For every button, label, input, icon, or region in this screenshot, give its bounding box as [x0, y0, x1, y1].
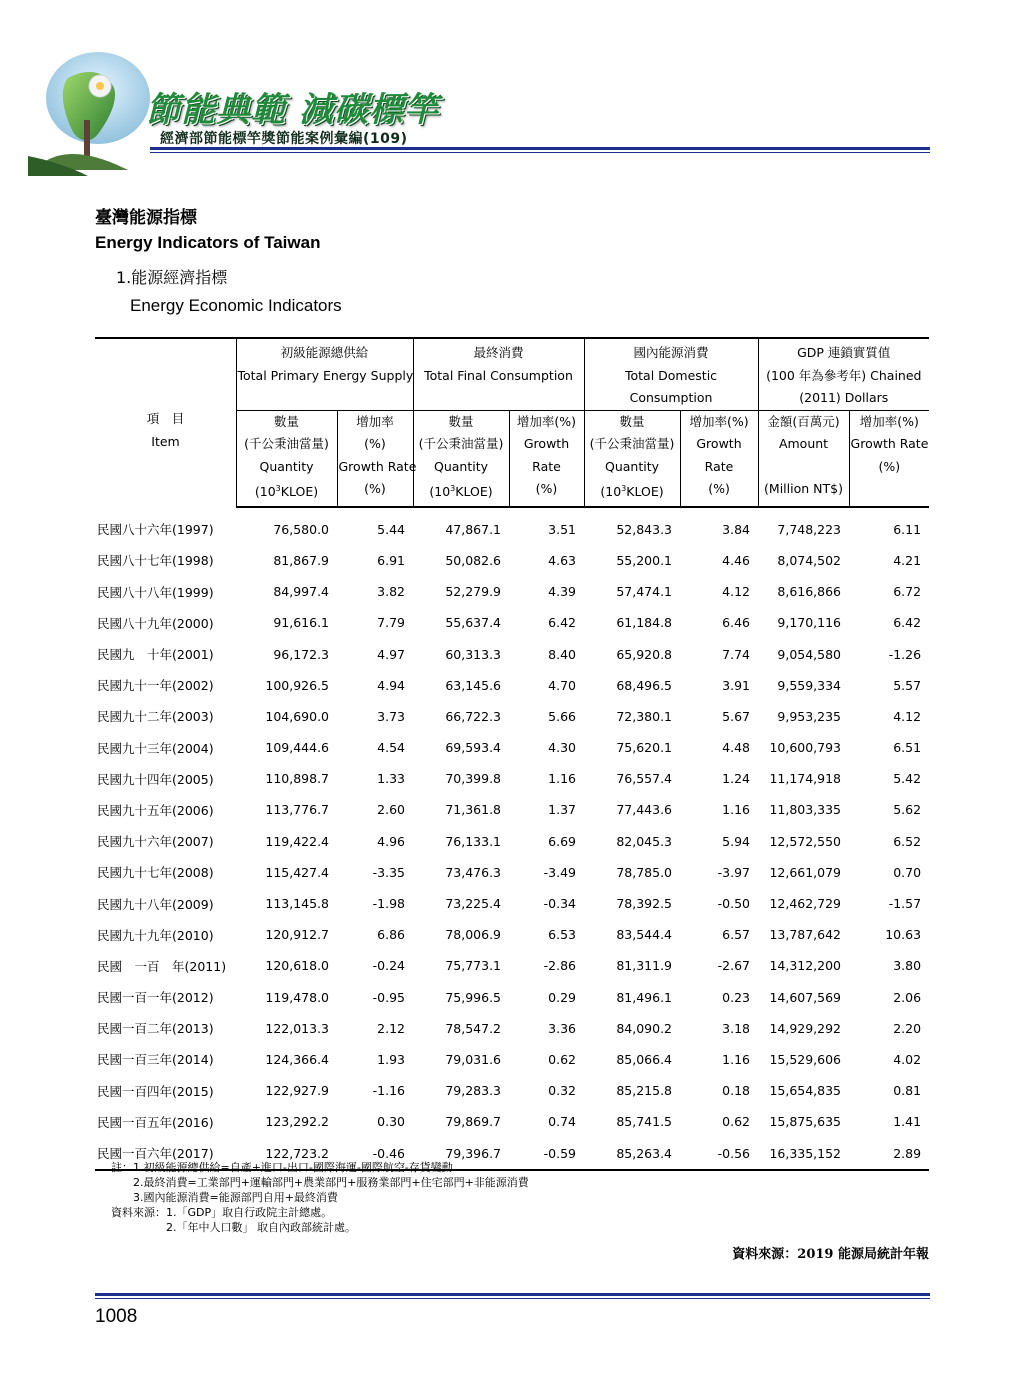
header-tpes-zh: 初級能源總供給 [280, 345, 369, 360]
cell-tpes-q: 100,926.5 [265, 677, 329, 693]
row-year: 民國九十二年(2003) [97, 709, 214, 725]
data-source: 資料來源：2019 能源局統計年報 [732, 1247, 929, 1262]
cell-tdc-g: 6.46 [722, 615, 751, 631]
footer-rule-thin [95, 1298, 930, 1299]
cell-tdc-g: 1.24 [722, 771, 751, 787]
footnote-4: 資料來源：1.「GDP」取自行政院主計總處。 [111, 1206, 333, 1219]
cell-tfc-g: 1.37 [548, 802, 576, 818]
cell-tfc-g: -3.49 [543, 864, 576, 880]
cell-tdc-q: 52,843.3 [616, 521, 672, 537]
sub-amount-en: Amount [778, 436, 829, 451]
cell-gdp-a: 9,170,116 [777, 615, 842, 631]
table-row [95, 1044, 929, 1075]
sub-growth-en-b: Rate [704, 458, 734, 474]
cell-tdc-g: 6.57 [722, 927, 751, 943]
cell-gdp-a: 15,529,606 [769, 1051, 842, 1067]
cell-tfc-g: 4.63 [548, 552, 576, 568]
row-year: 民國一百五年(2016) [97, 1114, 214, 1130]
cell-tfc-q: 79,283.3 [445, 1083, 501, 1099]
table-row [95, 888, 929, 919]
cell-tfc-g: 0.32 [548, 1083, 576, 1099]
cell-tfc-g: 0.29 [548, 989, 576, 1005]
cell-tfc-g: 8.40 [548, 646, 576, 662]
row-year: 民國一百一年(2012) [97, 990, 214, 1006]
cell-tpes-q: 76,580.0 [273, 521, 329, 537]
cell-tdc-q: 55,200.1 [616, 552, 672, 568]
cell-tdc-q: 84,090.2 [616, 1020, 672, 1036]
sub-growth-pct-zh: 增加率(%) [516, 413, 577, 429]
cell-tpes-g: -0.24 [372, 958, 405, 974]
cell-tpes-q: 124,366.4 [265, 1051, 329, 1067]
cell-tdc-g: 3.84 [722, 521, 751, 537]
cell-gdp-g: 4.21 [893, 552, 922, 568]
cell-tdc-q: 85,741.5 [616, 1114, 672, 1130]
row-year: 民國 一百 年(2011) [97, 958, 227, 974]
sub-tpes-growth [337, 410, 417, 507]
sub-growth-pct-zh: 增加率(%) [859, 413, 919, 429]
cell-tpes-q: 104,690.0 [265, 708, 329, 724]
section-title-en: Energy Economic Indicators [130, 296, 342, 315]
cell-gdp-g: 4.02 [893, 1051, 922, 1067]
cell-tfc-g: 4.30 [548, 740, 576, 756]
sub-qty-unit: $(10^3KLOE)$ [429, 484, 493, 500]
sub-tfc-qty [413, 410, 509, 507]
cell-tfc-g: -0.34 [543, 896, 576, 911]
cell-tdc-q: 57,474.1 [616, 584, 672, 600]
header-tfc-zh: 最終消費 [473, 345, 524, 360]
header-gdp-en1: (100 年為參考年) Chained [766, 367, 922, 383]
header-tdc-en1: Total Domestic [624, 367, 718, 383]
cell-tfc-q: 63,145.6 [445, 677, 501, 693]
cell-tpes-g: 1.33 [377, 771, 405, 787]
cell-tfc-q: 73,225.4 [445, 896, 501, 911]
cell-tpes-q: 119,478.0 [265, 989, 329, 1005]
sub-growth-en: Growth Rate [338, 458, 417, 474]
cell-tpes-g: 0.30 [377, 1114, 405, 1130]
cell-tfc-g: -2.86 [543, 958, 576, 974]
header-gdp-zh: GDP 連鎖實質值 [797, 345, 891, 360]
sub-growth-en-b: Rate [532, 458, 561, 474]
sub-qty-unit-zh: (千公秉油當量) [589, 436, 675, 451]
table-body [95, 507, 929, 1170]
cell-tdc-q: 82,045.3 [616, 833, 672, 849]
cell-tdc-q: 78,785.0 [616, 864, 672, 880]
cell-tfc-q: 69,593.4 [445, 740, 501, 756]
cell-tfc-q: 78,547.2 [445, 1020, 501, 1036]
cell-tfc-q: 60,313.3 [445, 646, 501, 662]
sub-qty-en: Quantity [604, 458, 660, 474]
table-row [95, 545, 929, 576]
cell-tdc-g: -0.56 [680, 1137, 758, 1169]
sub-growth-pct-zh: 增加率(%) [689, 413, 749, 429]
header-tfc-en: Total Final Consumption [424, 367, 573, 383]
header-gdp-en2: (2011) Dollars [799, 390, 889, 405]
sub-tdc-growth [680, 410, 758, 507]
cell-tpes-q: 113,145.8 [265, 896, 329, 911]
cell-tfc-q: 70,399.8 [445, 771, 501, 787]
cell-gdp-g: 0.70 [893, 864, 922, 880]
sub-amount-zh: 金額(百萬元) [767, 413, 840, 429]
cell-gdp-a: 9,054,580 [777, 646, 842, 662]
cell-tdc-g: 5.94 [722, 833, 751, 849]
header-tpes-en: Total Primary Energy Supply [237, 367, 414, 383]
sub-growth-pct-unit: (%) [535, 481, 558, 496]
cell-tpes-g: 2.12 [377, 1020, 405, 1036]
cell-gdp-g: 5.57 [893, 677, 922, 693]
cell-gdp-a: 9,559,334 [777, 677, 842, 693]
cell-tpes-q: 81,867.9 [273, 552, 329, 568]
sub-qty-unit-zh: (千公秉油當量) [244, 436, 329, 451]
cell-tfc-g: 6.69 [548, 833, 576, 849]
header-tdc-en2: Consumption [629, 390, 713, 405]
cell-tpes-q: 122,927.9 [265, 1083, 329, 1099]
table-row [95, 950, 929, 981]
cell-gdp-a: 9,953,235 [777, 708, 842, 724]
sub-qty-unit-zh: (千公秉油當量) [418, 436, 504, 451]
cell-tfc-g: 3.51 [548, 521, 576, 537]
cell-tpes-q: 110,898.7 [265, 771, 329, 787]
cell-tfc-q: 66,722.3 [445, 708, 501, 724]
cell-tpes-g: 3.82 [377, 584, 405, 600]
cell-tdc-g: 1.16 [722, 1051, 751, 1067]
page-number: 1008 [95, 1306, 138, 1327]
cell-tfc-g: 6.42 [548, 615, 576, 631]
row-year: 民國一百四年(2015) [97, 1083, 214, 1099]
cell-gdp-g: -1.26 [888, 646, 922, 662]
cell-tfc-q: 75,773.1 [445, 958, 501, 974]
sub-gdp-growth [849, 410, 929, 507]
table-row [95, 1013, 929, 1044]
cell-tdc-g: 0.62 [722, 1114, 751, 1130]
cell-gdp-a: 12,661,079 [769, 864, 842, 880]
cell-gdp-g: 2.89 [849, 1137, 929, 1169]
sub-tdc-qty [584, 410, 680, 507]
row-year: 民國九十六年(2007) [97, 834, 214, 850]
cell-tdc-q: 65,920.8 [616, 646, 672, 662]
cell-tpes-g: -3.35 [372, 864, 405, 880]
cell-tpes-g: 1.93 [377, 1051, 405, 1067]
cell-gdp-a: 8,616,866 [777, 584, 842, 600]
cell-gdp-g: 6.11 [893, 521, 922, 537]
sub-qty-en: Quantity [259, 458, 314, 474]
brand-title: 節能典範 減碳標竿 [146, 90, 439, 130]
row-year: 民國九十一年(2002) [97, 678, 214, 694]
footnote-2: 2.最終消費=工業部門+運輸部門+農業部門+服務業部門+住宅部門+非能源消費 [111, 1176, 529, 1189]
sub-qty-zh: 數量 [273, 413, 299, 429]
cell-tpes-g: -1.98 [372, 896, 405, 911]
cell-tfc-g: -0.59 [509, 1137, 584, 1169]
cell-tdc-q: 85,215.8 [616, 1083, 672, 1099]
cell-tfc-q: 73,476.3 [445, 864, 501, 880]
cell-tdc-g: -3.97 [717, 864, 751, 880]
sub-growth-pct-unit: (%) [364, 481, 386, 496]
cell-tfc-q: 79,869.7 [445, 1114, 501, 1130]
cell-tfc-g: 3.36 [548, 1020, 576, 1036]
cell-tfc-q: 55,637.4 [445, 615, 501, 631]
cell-tpes-q: 96,172.3 [273, 646, 329, 662]
cell-tpes-g: 4.96 [377, 833, 405, 849]
footer-rule [95, 1293, 930, 1296]
cell-gdp-a: 13,787,642 [769, 927, 842, 943]
cell-tpes-g: -0.95 [372, 989, 405, 1005]
cell-tdc-g: 4.12 [722, 584, 751, 600]
cell-tfc-g: 4.70 [548, 677, 576, 693]
cell-tpes-q: 115,427.4 [265, 864, 329, 880]
cell-gdp-a: 15,654,835 [769, 1083, 842, 1099]
row-year: 民國九十七年(2008) [97, 865, 214, 881]
table-row [95, 638, 929, 669]
cell-gdp-a: 11,174,918 [769, 771, 842, 787]
cell-gdp-a: 16,335,152 [758, 1137, 849, 1169]
cell-tpes-q: 109,444.6 [265, 740, 329, 756]
cell-gdp-g: 6.52 [893, 833, 922, 849]
sub-growth-pct: (%) [878, 458, 901, 474]
cell-gdp-g: 6.51 [893, 740, 922, 756]
cell-gdp-a: 8,074,502 [777, 552, 842, 568]
cell-tdc-q: 85,066.4 [616, 1051, 672, 1067]
cell-tdc-g: 5.67 [722, 708, 751, 724]
sub-growth-en-a: Growth [696, 436, 742, 451]
brand-logo-icon [28, 38, 158, 178]
cell-tfc-q: 47,867.1 [445, 521, 501, 537]
cell-tdc-g: -0.50 [717, 896, 751, 911]
sub-tfc-growth [509, 410, 584, 507]
cell-tfc-g: 1.16 [548, 771, 576, 787]
cell-tpes-g: -0.46 [337, 1137, 413, 1169]
header-tdc [584, 338, 758, 410]
cell-tdc-q: 72,380.1 [616, 708, 672, 724]
cell-gdp-g: -1.57 [888, 896, 922, 911]
table-row [95, 701, 929, 732]
sub-qty-zh: 數量 [448, 413, 474, 429]
cell-tpes-g: 6.86 [377, 927, 405, 943]
cell-tdc-g: 7.74 [722, 646, 751, 662]
cell-gdp-g: 5.62 [893, 802, 922, 818]
row-year: 民國一百二年(2013) [97, 1021, 214, 1037]
section-title-zh: 1.能源經濟指標 [116, 268, 228, 287]
cell-tfc-q: 76,133.1 [445, 833, 501, 849]
table-row [95, 670, 929, 701]
cell-gdp-a: 14,312,200 [769, 958, 842, 974]
row-year: 民國九 十年(2001) [97, 647, 214, 662]
cell-tdc-q: 81,496.1 [616, 989, 672, 1005]
cell-tpes-g: 2.60 [377, 802, 405, 818]
sub-amount-unit: (Million NT$) [764, 481, 843, 496]
footnote-5: 2.「年中人口數」 取自內政部統計處。 [111, 1221, 356, 1234]
cell-gdp-g: 6.42 [893, 615, 922, 631]
sub-qty-unit: $(10^3KLOE)$ [254, 484, 319, 500]
cell-tdc-g: -2.67 [717, 958, 751, 974]
table-row [95, 763, 929, 794]
row-year: 民國九十五年(2006) [97, 802, 214, 818]
brand-subtitle: 經濟部節能標竿獎節能案例彙編(109) [160, 131, 408, 147]
cell-tdc-q: 61,184.8 [616, 615, 672, 631]
cell-tpes-q: 122,723.2 [236, 1137, 337, 1169]
row-year: 民國九十四年(2005) [97, 771, 214, 787]
footnote-1: 註：1.初級能源總供給=自產+進口-出口-國際海運-國際航空-存貨變動 [111, 1161, 453, 1174]
header-tfc [413, 338, 584, 410]
cell-tdc-q: 68,496.5 [616, 677, 672, 693]
cell-tfc-g: 0.74 [548, 1114, 576, 1130]
sub-gdp-amount [758, 410, 849, 507]
cell-tdc-g: 4.46 [722, 552, 751, 568]
header-rule [150, 147, 930, 150]
cell-tpes-q: 123,292.2 [265, 1114, 329, 1130]
page-title-en: Energy Indicators of Taiwan [95, 233, 321, 252]
cell-tfc-q: 50,082.6 [445, 552, 501, 568]
cell-gdp-g: 0.81 [893, 1083, 922, 1099]
cell-tfc-g: 5.66 [548, 708, 576, 724]
cell-gdp-g: 4.12 [893, 708, 922, 724]
cell-gdp-g: 3.80 [893, 958, 922, 974]
cell-tpes-q: 120,618.0 [265, 958, 329, 974]
cell-tpes-g: 6.91 [377, 552, 405, 568]
footnotes [111, 1160, 529, 1235]
energy-indicators-table [95, 337, 929, 1171]
cell-tfc-q: 79,396.7 [413, 1137, 509, 1169]
item-header-zh: 項 目 [146, 411, 185, 426]
header-tpes [236, 338, 413, 410]
cell-tdc-q: 78,392.5 [616, 896, 672, 911]
row-year: 民國八十六年(1997) [97, 521, 214, 537]
cell-gdp-g: 6.72 [893, 584, 922, 600]
row-year: 民國九十三年(2004) [97, 740, 214, 756]
cell-gdp-a: 15,875,635 [769, 1114, 842, 1130]
cell-gdp-g: 10.63 [885, 927, 922, 943]
table-row [95, 919, 929, 950]
cell-gdp-a: 12,462,729 [769, 896, 842, 911]
cell-tdc-q: 77,443.6 [616, 802, 672, 818]
cell-tpes-g: 3.73 [377, 708, 405, 724]
item-header [95, 408, 236, 453]
cell-tpes-q: 120,912.7 [265, 927, 329, 943]
cell-tfc-g: 4.39 [548, 584, 576, 600]
cell-tdc-q: 75,620.1 [616, 740, 672, 756]
header-rule-thin [150, 152, 930, 153]
table-row [95, 607, 929, 638]
cell-tfc-q: 79,031.6 [445, 1051, 501, 1067]
cell-tdc-q: 83,544.4 [616, 927, 672, 943]
sub-qty-en: Quantity [433, 458, 489, 474]
cell-tfc-q: 52,279.9 [445, 584, 501, 600]
table-row [95, 1075, 929, 1106]
cell-tpes-q: 91,616.1 [273, 615, 329, 631]
cell-gdp-a: 10,600,793 [769, 740, 842, 756]
cell-tfc-q: 78,006.9 [445, 927, 501, 943]
cell-tfc-q: 71,361.8 [445, 802, 501, 818]
cell-tdc-g: 0.18 [722, 1083, 751, 1099]
sub-qty-zh: 數量 [619, 413, 645, 429]
table-row [95, 794, 929, 825]
footnote-3: 3.國內能源消費=能源部門自用+最終消費 [111, 1191, 338, 1204]
cell-gdp-g: 5.42 [893, 771, 922, 787]
sub-growth-en: Growth Rate [850, 436, 929, 451]
cell-tdc-g: 4.48 [722, 740, 751, 756]
page-title-zh: 臺灣能源指標 [95, 208, 197, 228]
table-row [95, 857, 929, 888]
cell-tpes-g: -1.16 [372, 1083, 405, 1099]
sub-tpes-qty [236, 410, 337, 507]
cell-gdp-a: 14,929,292 [769, 1020, 842, 1036]
header-gdp [758, 338, 929, 410]
cell-gdp-g: 2.06 [893, 989, 922, 1005]
cell-gdp-g: 1.41 [893, 1114, 922, 1130]
cell-tpes-q: 113,776.7 [265, 802, 329, 818]
cell-tpes-g: 4.97 [377, 646, 405, 662]
cell-tdc-q: 85,263.4 [584, 1137, 680, 1169]
cell-tdc-g: 3.18 [722, 1020, 751, 1036]
cell-gdp-a: 12,572,550 [769, 833, 842, 849]
sub-growth-en-a: Growth [523, 436, 570, 451]
cell-gdp-a: 7,748,223 [777, 521, 842, 537]
cell-tdc-g: 1.16 [722, 802, 751, 818]
row-year: 民國八十七年(1998) [97, 553, 214, 569]
cell-tpes-g: 4.54 [377, 740, 405, 756]
cell-gdp-a: 11,803,335 [769, 802, 842, 818]
sub-growth-pct-unit: (%) [708, 481, 730, 496]
row-year: 民國八十八年(1999) [97, 584, 214, 600]
cell-tfc-q: 75,996.5 [445, 989, 501, 1005]
cell-tdc-g: 0.23 [722, 989, 751, 1005]
row-year: 民國八十九年(2000) [97, 615, 214, 631]
table-row [95, 507, 929, 545]
cell-tdc-q: 76,557.4 [616, 771, 672, 787]
table-row [95, 576, 929, 607]
cell-tpes-g: 5.44 [377, 521, 405, 537]
cell-tpes-q: 122,013.3 [265, 1020, 329, 1036]
cell-tdc-g: 3.91 [722, 677, 751, 693]
cell-tpes-q: 119,422.4 [265, 833, 329, 849]
cell-tpes-q: 84,997.4 [273, 584, 329, 600]
table-row [95, 826, 929, 857]
cell-tpes-g: 7.79 [377, 615, 405, 631]
sub-qty-unit: $(10^3KLOE)$ [600, 484, 664, 500]
sub-growth-zh: 增加率 [356, 413, 394, 429]
cell-tpes-g: 4.94 [377, 677, 405, 693]
table-row [95, 732, 929, 763]
cell-tfc-g: 0.62 [548, 1051, 576, 1067]
header-tdc-zh: 國內能源消費 [633, 345, 709, 360]
item-header-en: Item [151, 433, 180, 449]
row-year: 民國九十八年(2009) [97, 896, 214, 912]
table-row [95, 981, 929, 1012]
cell-tfc-g: 6.53 [548, 927, 576, 943]
row-year: 民國九十九年(2010) [97, 927, 214, 943]
cell-gdp-g: 2.20 [893, 1020, 922, 1036]
cell-tdc-q: 81,311.9 [616, 958, 672, 974]
row-year: 民國一百三年(2014) [97, 1052, 214, 1068]
sub-growth-pct: (%) [364, 436, 386, 451]
cell-gdp-a: 14,607,569 [769, 989, 842, 1005]
table-row [95, 1106, 929, 1137]
row-year: 民國一百六年(2017) [95, 1137, 236, 1169]
